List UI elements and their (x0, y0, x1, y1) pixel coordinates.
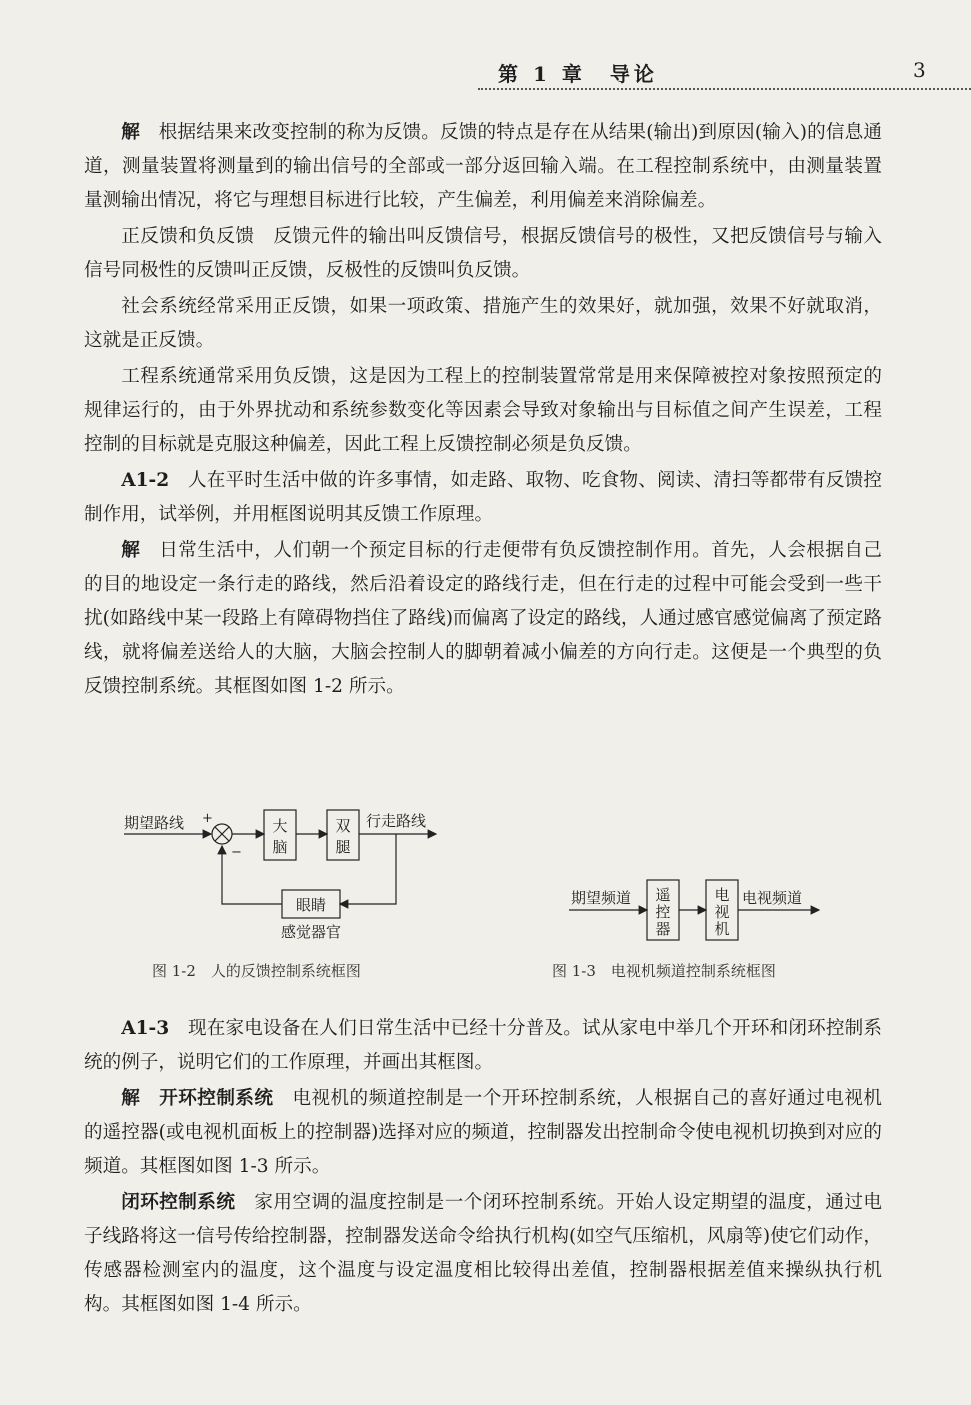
term-label: 开环控制系统 (158, 1088, 274, 1109)
svg-text:控: 控 (655, 903, 671, 921)
fig2-input-label: 期望路线 (124, 814, 185, 832)
paragraph-engineering: 工程系统通常采用负反馈，这是因为工程上的控制装置常常是用来保障被控对象按照预定的规律运行的，由于外界扰动和系统参数变化等因素会导致对象输出与目标值之间产生误差，工程控制的目标就是克服这种偏差，因此工程上反馈控制必须是负反馈。 (84, 366, 882, 455)
fig2-plus: + (202, 811, 213, 826)
paragraph-text: 人在平时生活中做的许多事情，如走路、取物、吃食物、阅读、清扫等都带有反馈控制作用，试举例，并用框图说明其反馈工作原理。 (84, 470, 882, 525)
svg-text:机: 机 (714, 920, 730, 938)
question-a1-3 (84, 1012, 882, 1080)
header-rule (478, 88, 971, 90)
paragraph-closed-loop (84, 1186, 882, 1322)
paragraph-text: 日常生活中，人们朝一个预定目标的行走便带有负反馈控制作用。首先，人会根据自己的目的地设定一条行走的路线，然后沿着设定的路线行走，但在行走的过程中可能会受到一些干扰(如路线中某一段路上有障碍物挡住了路线)而偏离了设定的路线，人通过感官感觉偏离了预定路线，就将偏差送给人的大脑，大脑会控制人的脚朝着减小偏差的方向行走。这便是一个典型的负反馈控制系统。其框图如图 1-2 所示。 (84, 540, 882, 697)
figure-1-2-caption: 图 1-2 人的反馈控制系统框图 (152, 962, 361, 980)
svg-text:视: 视 (714, 903, 730, 921)
answer-label: 解 (121, 540, 141, 561)
question-label: A1-3 (121, 1018, 170, 1039)
page-header (0, 55, 971, 91)
question-a1-2 (84, 464, 882, 532)
svg-text:器: 器 (655, 920, 671, 938)
paragraph-answer-2 (84, 534, 882, 704)
paragraph-text: 现在家电设备在人们日常生活中已经十分普及。试从家电中举几个开环和闭环控制系统的例子，说明它们的工作原理，并画出其框图。 (84, 1018, 882, 1073)
term-label: 闭环控制系统 (121, 1192, 236, 1213)
svg-text:脑: 脑 (272, 838, 288, 856)
paragraph-text: 根据结果来改变控制的称为反馈。反馈的特点是存在从结果(输出)到原因(输入)的信息通道，测量装置将测量到的输出信号的全部或一部分返回输入端。在工程控制系统中，由测量装置量测输出情况，将它与理想目标进行比较，产生偏差，利用偏差来消除偏差。 (84, 122, 882, 211)
figure-1-3-caption: 图 1-3 电视机频道控制系统框图 (552, 962, 776, 980)
question-label: A1-2 (121, 470, 170, 491)
fig2-output-label: 行走路线 (366, 812, 427, 830)
paragraph-answer-3 (84, 1082, 882, 1184)
fig2-minus: − (231, 845, 242, 860)
chapter-title: 第 1 章 导论 (498, 62, 658, 86)
paragraph-feedback-types (84, 220, 882, 288)
fig3-input-label: 期望频道 (571, 889, 632, 907)
figures-area (84, 800, 882, 990)
answer-label: 解 (121, 122, 140, 143)
paragraph-social: 社会系统经常采用正反馈，如果一项政策、措施产生的效果好，就加强，效果不好就取消，这就是正反馈。 (84, 296, 882, 351)
paragraph-text: 家用空调的温度控制是一个闭环控制系统。开始人设定期望的温度，通过电子线路将这一信号传给控制器，控制器发送命令给执行机构(如空气压缩机，风扇等)使它们动作，传感器检测室内的温度，这个温度与设定温度相比较得出差值，控制器根据差值来操纵执行机构。其框图如图 1-4 所示。 (84, 1192, 882, 1315)
paragraph-text: 反馈元件的输出叫反馈信号，根据反馈信号的极性，又把反馈信号与输入信号同极性的反馈叫正反馈，反极性的反馈叫负反馈。 (84, 226, 882, 281)
paragraph-text: 电视机的频道控制是一个开环控制系统，人根据自己的喜好通过电视机的遥控器(或电视机面板上的控制器)选择对应的频道，控制器发出控制命令使电视机切换到对应的频道。其框图如图 1-3 所示。 (84, 1088, 882, 1177)
answer-label: 解 (121, 1088, 141, 1109)
fig2-feedback-caption: 感觉器官 (280, 923, 342, 941)
svg-text:遥: 遥 (655, 886, 671, 904)
svg-text:电: 电 (714, 886, 730, 904)
svg-text:双: 双 (335, 817, 351, 835)
page-number: 3 (913, 58, 926, 82)
term-label: 正反馈和负反馈 (121, 226, 255, 247)
fig2-eyes-label: 眼睛 (295, 896, 327, 914)
body-text-bottom (84, 1012, 882, 1324)
fig3-output-label: 电视频道 (742, 889, 803, 907)
svg-text:大: 大 (272, 817, 288, 835)
paragraph-answer-1 (84, 116, 882, 218)
svg-text:腿: 腿 (335, 838, 351, 856)
body-text-top (84, 116, 882, 706)
